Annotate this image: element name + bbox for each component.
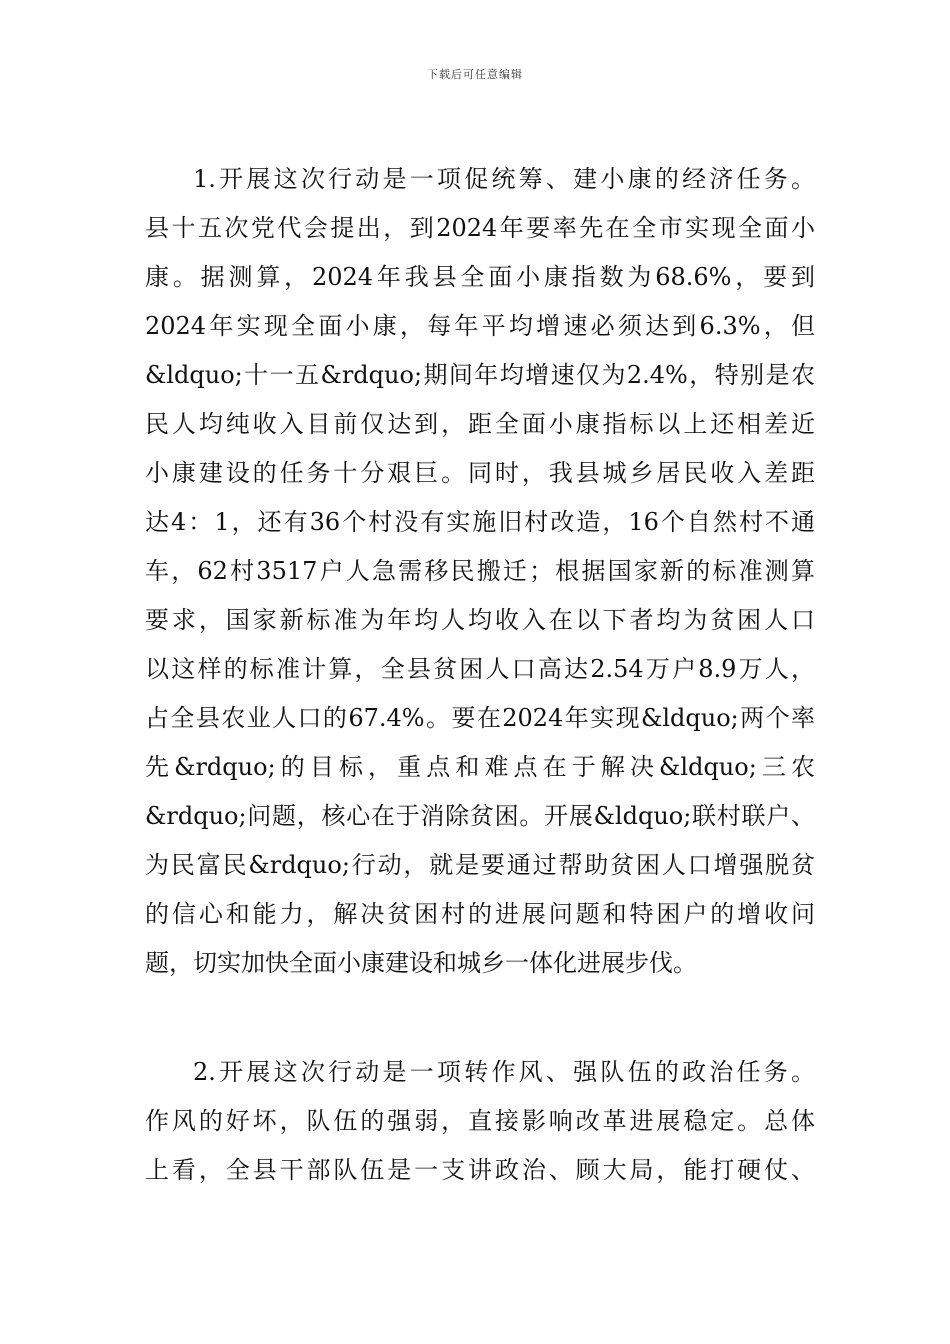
paragraph-line: 县十五次党代会提出，到2024年要率先在全市实现全面小 bbox=[145, 214, 815, 242]
document-body bbox=[145, 155, 815, 1195]
paragraph-1 bbox=[145, 155, 815, 988]
paragraph-line: 以这样的标准计算，全县贫困人口高达2.54万户8.9万人， bbox=[145, 655, 815, 683]
paragraph-line: 车，62村3517户人急需移民搬迁；根据国家新的标准测算 bbox=[145, 557, 815, 585]
paragraph-line: 占全县农业人口的67.4%。要在2024年实现&ldquo;两个率 bbox=[145, 704, 815, 732]
paragraph-line: 小康建设的任务十分艰巨。同时，我县城乡居民收入差距 bbox=[145, 459, 815, 487]
paragraph-line: 为民富民&rdquo;行动，就是要通过帮助贫困人口增强脱贫 bbox=[145, 851, 815, 879]
paragraph-spacer bbox=[145, 988, 815, 1048]
paragraph-line: 上看，全县干部队伍是一支讲政治、顾大局，能打硬仗、 bbox=[145, 1156, 815, 1184]
paragraph-line: 2.开展这次行动是一项转作风、强队伍的政治任务。 bbox=[193, 1058, 815, 1086]
paragraph-line: 要求，国家新标准为年均人均收入在以下者均为贫困人口 bbox=[145, 606, 815, 634]
paragraph-line: 康。据测算，2024年我县全面小康指数为68.6%，要到 bbox=[145, 263, 815, 291]
paragraph-line: 1.开展这次行动是一项促统筹、建小康的经济任务。 bbox=[193, 165, 815, 193]
paragraph-line: 2024年实现全面小康，每年平均增速必须达到6.3%，但 bbox=[145, 312, 815, 340]
paragraph-line: 先&rdquo;的目标，重点和难点在于解决&ldquo;三农 bbox=[145, 753, 815, 781]
paragraph-line: &ldquo;十一五&rdquo;期间年均增速仅为2.4%，特别是农 bbox=[145, 361, 815, 389]
paragraph-line: 的信心和能力，解决贫困村的进展问题和特困户的增收问 bbox=[145, 900, 815, 928]
paragraph-line: 作风的好坏，队伍的强弱，直接影响改革进展稳定。总体 bbox=[145, 1107, 815, 1135]
paragraph-2 bbox=[145, 1048, 815, 1195]
paragraph-line: 达4：1，还有36个村没有实施旧村改造，16个自然村不通 bbox=[145, 508, 815, 536]
paragraph-line: 民人均纯收入目前仅达到，距全面小康指标以上还相差近 bbox=[145, 410, 815, 438]
paragraph-line: 题，切实加快全面小康建设和城乡一体化进展步伐。 bbox=[145, 949, 697, 977]
page-header: 下载后可任意编辑 bbox=[427, 68, 523, 81]
paragraph-line: &rdquo;问题，核心在于消除贫困。开展&ldquo;联村联户、 bbox=[145, 802, 815, 830]
